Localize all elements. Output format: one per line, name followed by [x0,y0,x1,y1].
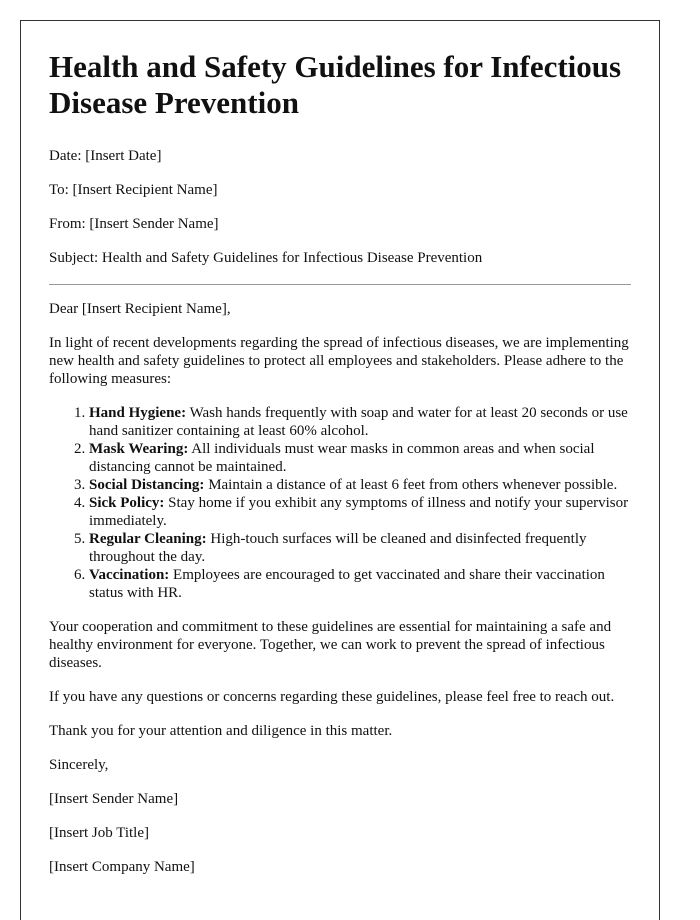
list-item [89,440,631,476]
company-name: [Insert Company Name] [49,859,195,875]
list-item [89,476,631,494]
measure-label: Regular Cleaning: [89,531,207,547]
measure-label: Vaccination: [89,567,170,583]
job-title: [Insert Job Title] [49,825,150,841]
letter-header-meta [49,147,631,267]
measure-text: Employees are encouraged to get vaccinated and share their vaccination status with HR. [89,567,605,601]
measure-text: High-touch surfaces will be cleaned and disinfected frequently throughout the day. [89,531,587,565]
intro-paragraph: In light of recent developments regarding the spread of infectious diseases, we are implementing new health and safety guidelines to protect all employees and stakeholders. Please adhere to the following measures: [49,335,629,387]
header-divider [49,284,631,285]
greeting: Dear [Insert Recipient Name], [49,301,231,317]
date-line: Date: [Insert Date] [49,148,162,164]
measure-label: Sick Policy: [89,495,165,511]
measure-label: Hand Hygiene: [89,405,187,421]
cooperation-paragraph: Your cooperation and commitment to these guidelines are essential for maintaining a safe and healthy environment for everyone. Together, we can work to prevent the spread of infectious diseases. [49,619,612,671]
subject-line: Subject: Health and Safety Guidelines for Infectious Disease Prevention [49,250,483,266]
questions-paragraph: If you have any questions or concerns regarding these guidelines, please feel free to reach out. [49,689,615,705]
measure-text: Stay home if you exhibit any symptoms of illness and notify your supervisor immediately. [89,495,629,529]
measure-text: Wash hands frequently with soap and water for at least 20 seconds or use hand sanitizer containing at least 60% alcohol. [89,405,628,439]
sender-name: [Insert Sender Name] [49,791,179,807]
to-line: To: [Insert Recipient Name] [49,182,218,198]
closing: Sincerely, [49,757,109,773]
measure-text: All individuals must wear masks in common areas and when social distancing cannot be maintained. [89,441,595,475]
from-line: From: [Insert Sender Name] [49,216,219,232]
letter-title: Health and Safety Guidelines for Infectious Disease Prevention [49,49,622,120]
letter-page [20,20,660,920]
signature-block [49,756,631,876]
list-item [89,530,631,566]
list-item [89,566,631,602]
list-item [89,404,631,440]
list-item [89,494,631,530]
thanks-paragraph: Thank you for your attention and diligence in this matter. [49,723,393,739]
measures-list [49,404,631,602]
measure-label: Mask Wearing: [89,441,189,457]
measure-label: Social Distancing: [89,477,205,493]
measure-text: Maintain a distance of at least 6 feet from others whenever possible. [204,477,618,493]
